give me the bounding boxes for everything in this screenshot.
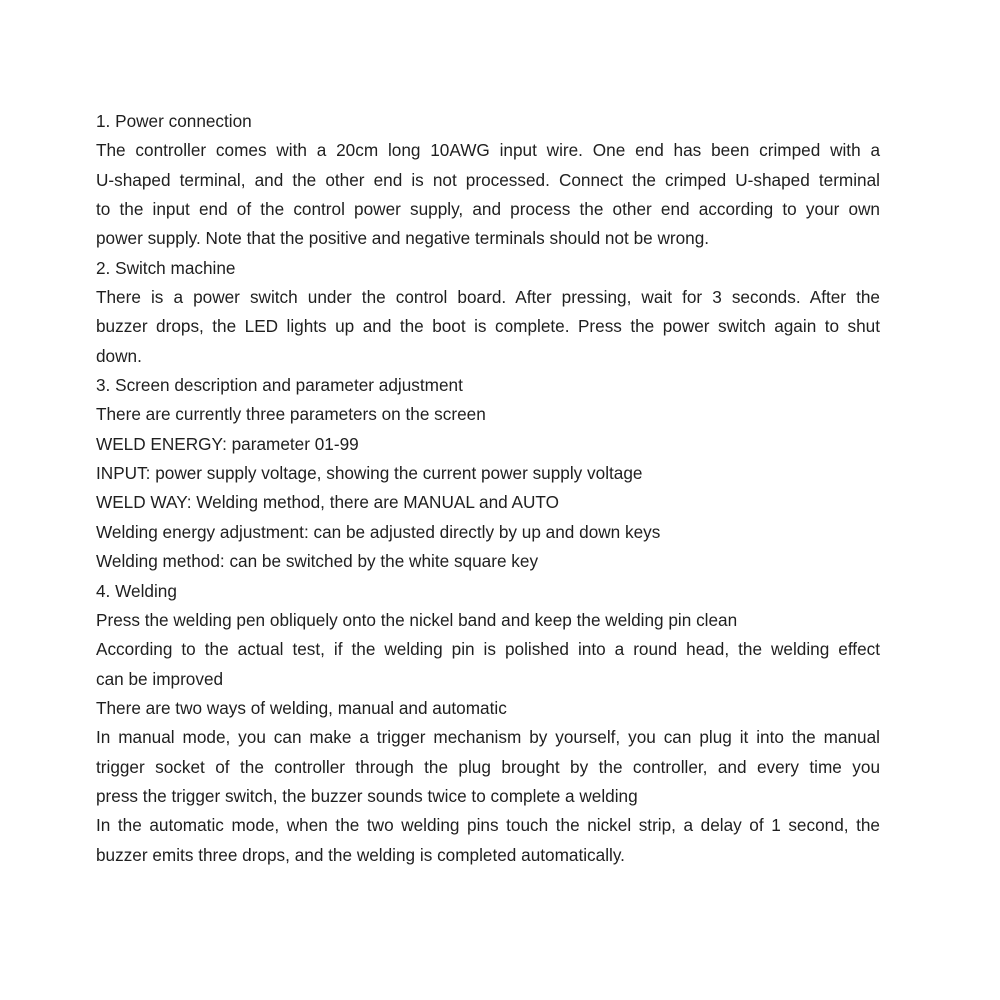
paragraph-line: U-shaped terminal, and the other end is not processed. Connect the crimped U-shaped terminal	[96, 169, 880, 190]
paragraph-line: buzzer drops, the LED lights up and the boot is complete. Press the power switch again to shut	[96, 316, 880, 337]
section-heading-screen-description: 3. Screen description and parameter adjustment	[96, 375, 463, 396]
section-heading-welding: 4. Welding	[96, 580, 177, 601]
paragraph-line: In the automatic mode, when the two welding pins touch the nickel strip, a delay of 1 second, the	[96, 815, 880, 836]
paragraph-line: Welding method: can be switched by the white square key	[96, 551, 539, 572]
paragraph-line: In manual mode, you can make a trigger mechanism by yourself, you can plug it into the manual	[96, 727, 880, 748]
section-heading-power-connection: 1. Power connection	[96, 111, 252, 131]
paragraph-line: trigger socket of the controller through the plug brought by the controller, and every time you	[96, 756, 880, 777]
paragraph-line: WELD ENERGY: parameter 01-99	[96, 433, 359, 454]
paragraph-line: down.	[96, 345, 142, 366]
paragraph-line: According to the actual test, if the welding pin is polished into a round head, the welding effect	[96, 639, 880, 660]
paragraph-line: Welding energy adjustment: can be adjusted directly by up and down keys	[96, 521, 661, 542]
paragraph-line: WELD WAY: Welding method, there are MANUAL and AUTO	[96, 492, 559, 513]
paragraph-line: There are two ways of welding, manual and automatic	[96, 697, 507, 718]
paragraph-line: There is a power switch under the control board. After pressing, wait for 3 seconds. After the	[96, 287, 880, 308]
paragraph-line: buzzer emits three drops, and the welding is completed automatically.	[96, 844, 625, 865]
instruction-document	[96, 107, 880, 870]
paragraph-line: press the trigger switch, the buzzer sounds twice to complete a welding	[96, 785, 638, 806]
paragraph-line: There are currently three parameters on the screen	[96, 404, 486, 425]
paragraph-line: power supply. Note that the positive and negative terminals should not be wrong.	[96, 228, 710, 249]
paragraph-line: Press the welding pen obliquely onto the nickel band and keep the welding pin clean	[96, 609, 738, 630]
paragraph-line: to the input end of the control power supply, and process the other end according to your own	[96, 199, 880, 220]
paragraph-line: The controller comes with a 20cm long 10AWG input wire. One end has been crimped with a	[96, 140, 880, 161]
paragraph-line: INPUT: power supply voltage, showing the current power supply voltage	[96, 463, 643, 484]
section-heading-switch-machine: 2. Switch machine	[96, 257, 236, 278]
paragraph-line: can be improved	[96, 668, 224, 689]
